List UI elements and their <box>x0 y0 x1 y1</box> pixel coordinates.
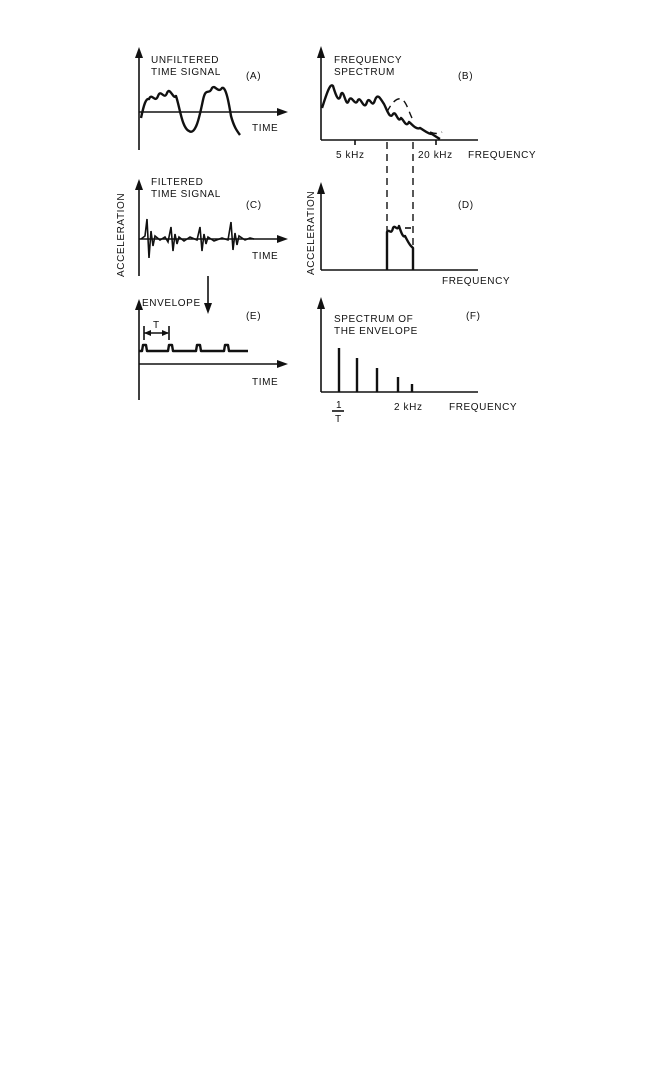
panel-c-y-arrow <box>135 179 143 190</box>
panel-a-y-arrow <box>135 47 143 58</box>
panel-a-x-arrow <box>277 108 288 116</box>
panel-b-tag: (B) <box>458 71 474 82</box>
panel-e-title: ENVELOPE <box>142 298 201 309</box>
panel-e-period-label: T <box>153 320 160 331</box>
panel-f-tag: (F) <box>466 311 481 322</box>
panel-b-tick-label-1: 5 kHz <box>336 150 365 161</box>
panel-f-x-label: FREQUENCY <box>449 402 518 413</box>
panel-b-y-arrow <box>317 46 325 58</box>
panel-f-title-2: THE ENVELOPE <box>334 326 418 337</box>
panel-b-title-1: FREQUENCY <box>334 55 403 66</box>
panel-f-tick-numerator: 1 <box>336 400 343 411</box>
panel-c-x-label: TIME <box>252 251 279 262</box>
c-to-e-arrowhead <box>204 303 212 314</box>
panel-a-title-2: TIME SIGNAL <box>151 67 221 78</box>
panel-b-x-label: FREQUENCY <box>468 150 537 161</box>
panel-f-tick-denominator: T <box>335 414 342 425</box>
panel-d-y-label: ACCELERATION <box>306 190 317 275</box>
panel-e-period-arrow-left <box>144 330 151 336</box>
panel-a-title-1: UNFILTERED <box>151 55 220 66</box>
panel-e-envelope <box>139 345 248 351</box>
panel-c-x-arrow <box>277 235 288 243</box>
panel-e-tag: (E) <box>246 311 262 322</box>
panel-c-tag: (C) <box>246 200 262 211</box>
panel-a-signal <box>141 87 240 135</box>
panel-e-x-arrow <box>277 360 288 368</box>
panel-f-tick-label-2: 2 kHz <box>394 402 423 413</box>
panel-b-dashed-tail <box>430 132 442 134</box>
panel-d <box>306 182 510 287</box>
panel-c <box>116 177 288 277</box>
panel-f-title-1: SPECTRUM OF <box>334 314 414 325</box>
panel-d-tag: (D) <box>458 200 474 211</box>
panel-e-period-arrow-right <box>162 330 169 336</box>
panel-e <box>135 298 288 400</box>
panel-d-band-spectrum <box>387 226 413 270</box>
panel-d-x-label: FREQUENCY <box>442 276 511 287</box>
panel-a-tag: (A) <box>246 71 262 82</box>
panel-d-y-arrow <box>317 182 325 194</box>
panel-f-y-arrow <box>317 297 325 309</box>
panel-e-x-label: TIME <box>252 377 279 388</box>
panel-a-x-label: TIME <box>252 123 279 134</box>
panel-b-title-2: SPECTRUM <box>334 67 395 78</box>
panel-b-spectrum <box>322 85 440 139</box>
panel-b <box>317 46 536 161</box>
panel-b-tick-label-2: 20 kHz <box>418 150 453 161</box>
panel-c-y-label: ACCELERATION <box>116 192 127 277</box>
panel-f <box>317 297 517 425</box>
panel-c-title-1: FILTERED <box>151 177 204 188</box>
panel-c-title-2: TIME SIGNAL <box>151 189 221 200</box>
panel-a <box>135 47 288 150</box>
